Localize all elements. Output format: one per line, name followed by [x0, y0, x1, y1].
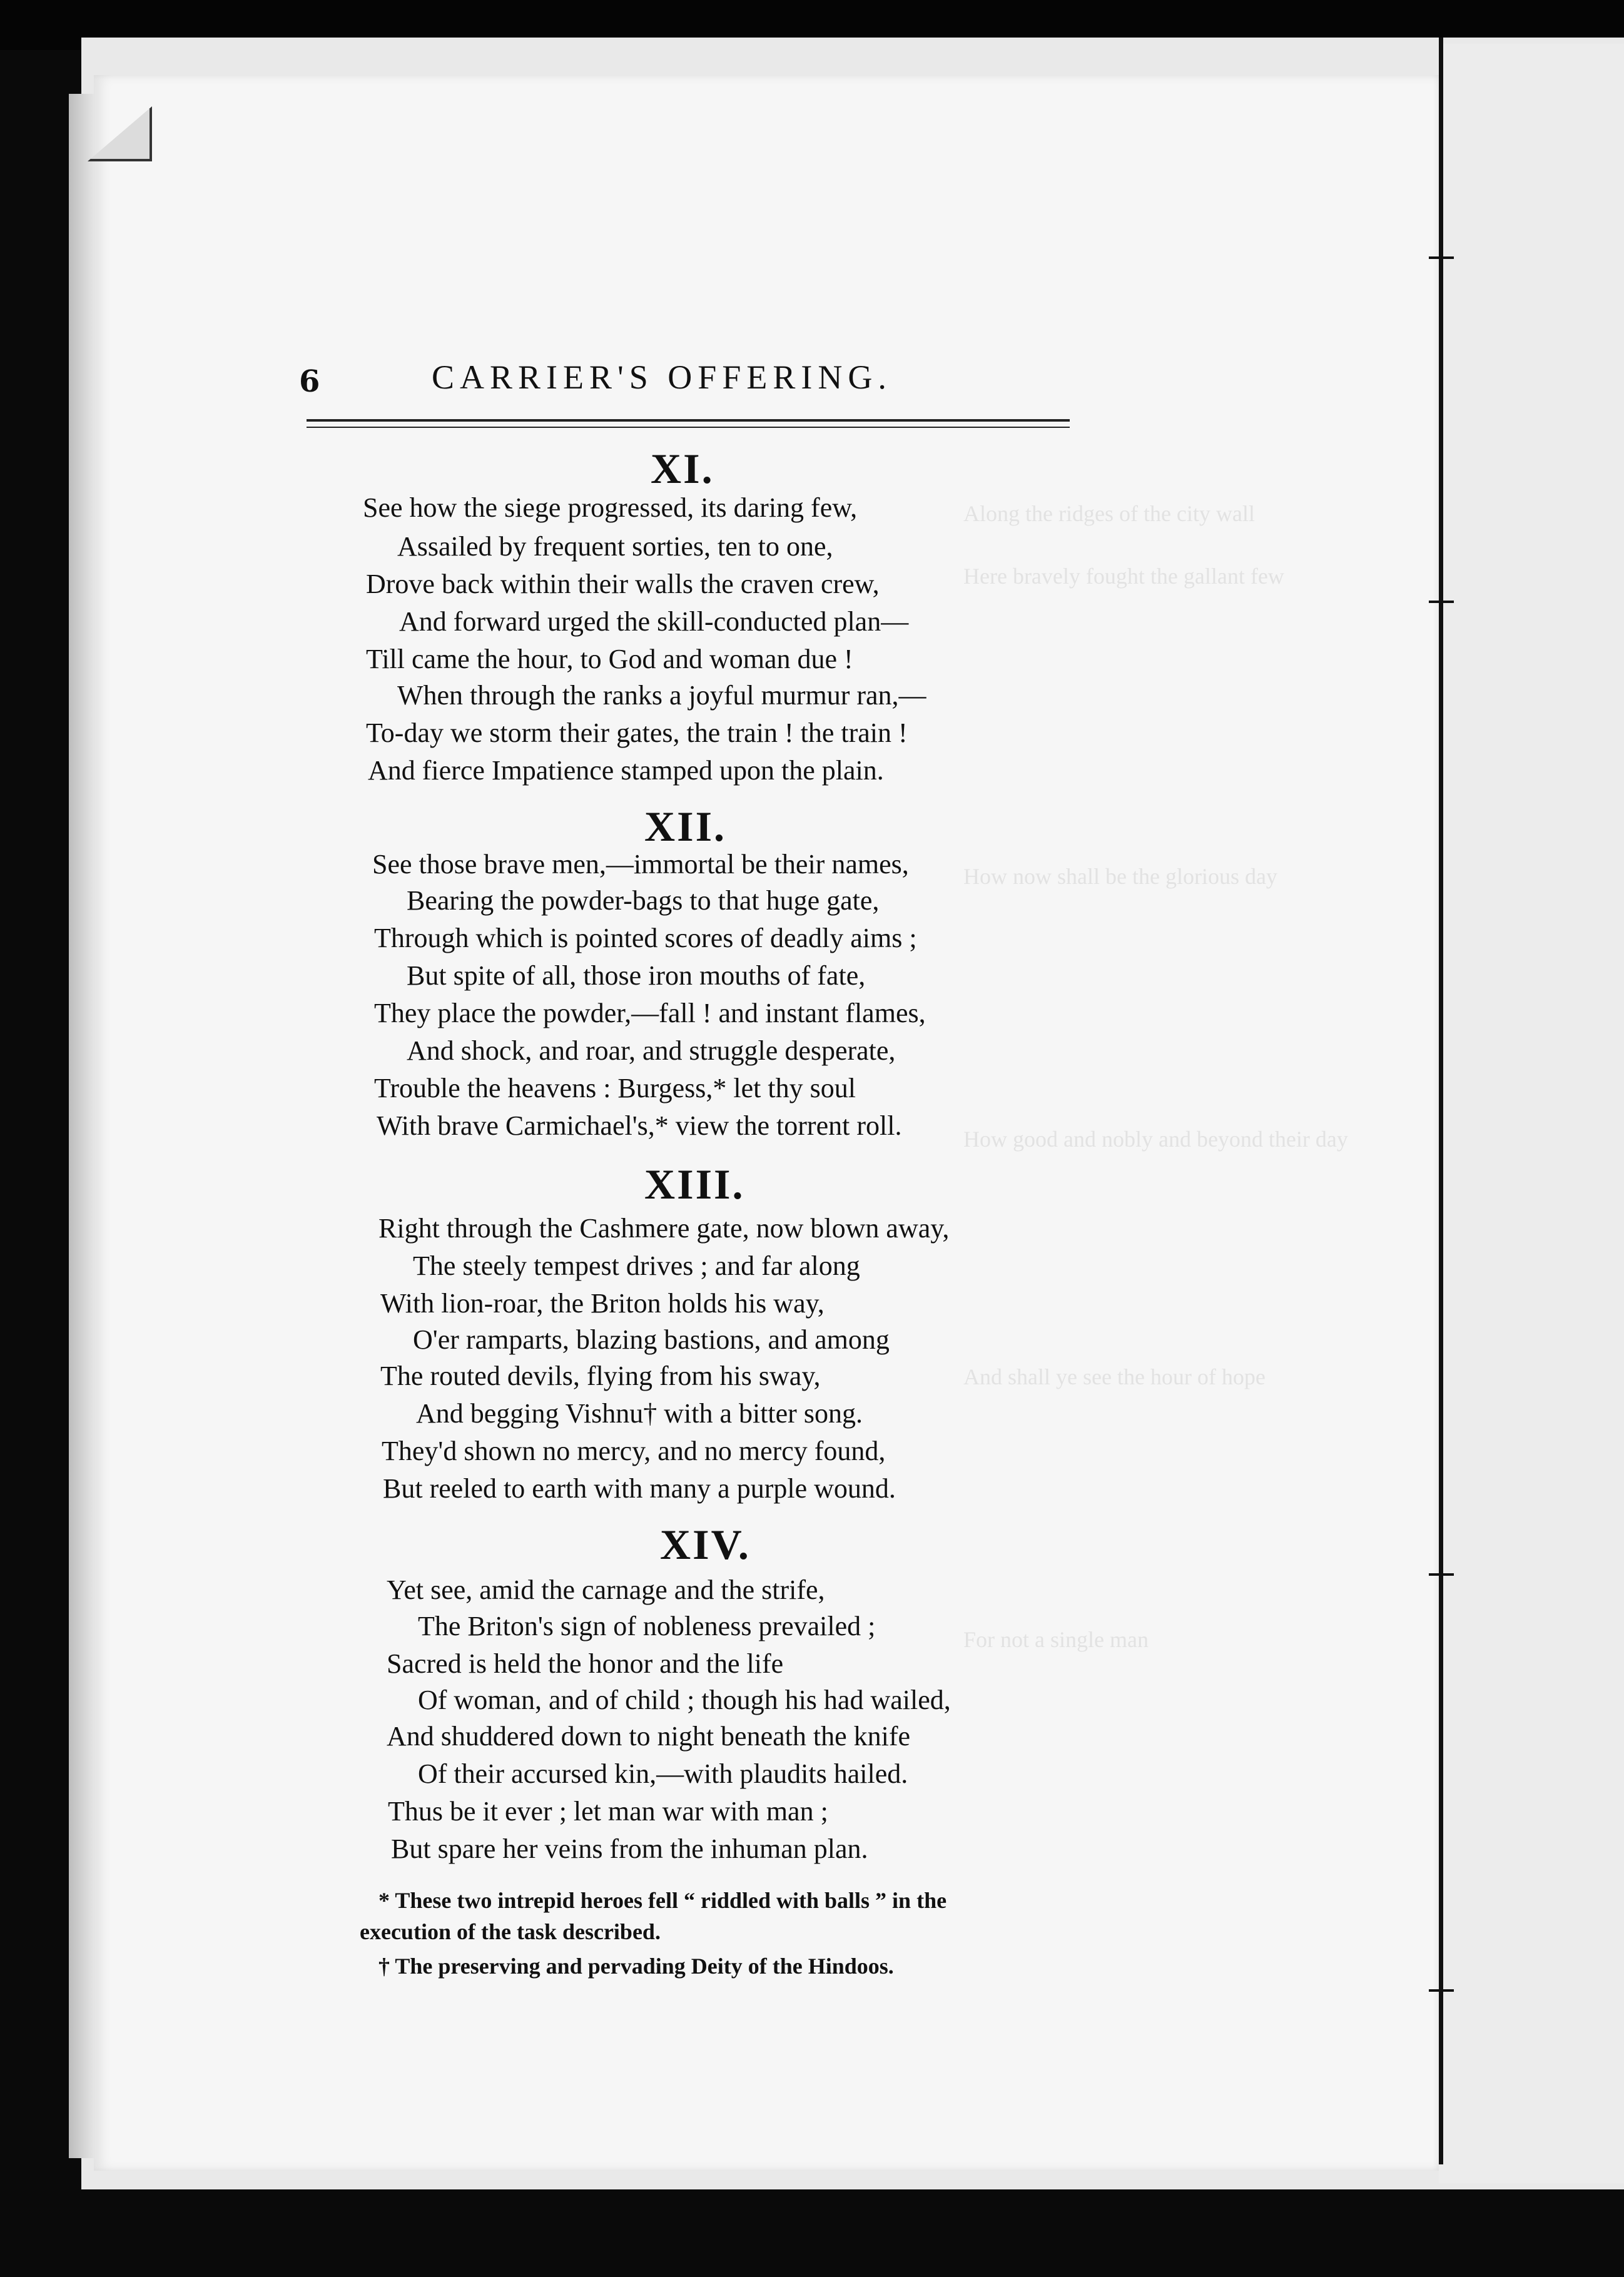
page-number: 6 — [299, 364, 320, 399]
verse-line: The routed devils, flying from his sway, — [380, 1361, 821, 1391]
verse-line: The Briton's sign of nobleness prevailed ; — [418, 1611, 876, 1641]
verse-line: Bearing the powder-bags to that huge gate, — [407, 885, 880, 916]
binding-stitch — [1429, 601, 1454, 603]
verse-line: And forward urged the skill-conducted plan— — [399, 606, 909, 637]
verse-line: And shock, and roar, and struggle desperate, — [407, 1035, 896, 1066]
header-rule-thin — [307, 427, 1070, 428]
verse-line: And fierce Impatience stamped upon the plain. — [368, 755, 884, 786]
verse-line: The steely tempest drives ; and far along — [413, 1250, 860, 1281]
verse-line: And shuddered down to night beneath the knife — [387, 1721, 911, 1752]
stanza-numeral: XIII. — [644, 1160, 745, 1208]
verse-line: With lion-roar, the Briton holds his way, — [380, 1288, 825, 1319]
verse-line: Trouble the heavens : Burgess,* let thy soul — [374, 1073, 856, 1103]
verse-line: Till came the hour, to God and woman due ! — [366, 644, 853, 674]
binding-stitch — [1429, 1989, 1454, 1992]
verse-line: They'd shown no mercy, and no mercy found, — [382, 1436, 886, 1466]
verse-line: But reeled to earth with many a purple wound. — [383, 1473, 896, 1504]
verse-line: See how the siege progressed, its daring few, — [363, 492, 858, 523]
binding-stitch — [1429, 256, 1454, 259]
verse-line: With brave Carmichael's,* view the torrent roll. — [377, 1110, 902, 1141]
verse-line: See those brave men,—immortal be their names, — [372, 849, 909, 880]
verse-line: Of their accursed kin,—with plaudits hailed. — [418, 1758, 908, 1789]
facing-page — [1439, 44, 1624, 2183]
binding-stitch — [1429, 1573, 1454, 1576]
verse-line: Thus be it ever ; let man war with man ; — [388, 1796, 828, 1827]
verse-line: Assailed by frequent sorties, ten to one, — [397, 531, 833, 562]
verse-line: And begging Vishnu† with a bitter song. — [416, 1398, 863, 1429]
verse-line: To-day we storm their gates, the train ! the train ! — [366, 718, 908, 748]
footnote: † The preserving and pervading Deity of the Hindoos. — [378, 1954, 894, 1979]
stanza-numeral: XII. — [644, 803, 727, 850]
running-title: CARRIER'S OFFERING. — [432, 358, 892, 396]
header-rule — [307, 419, 1070, 422]
stanza-numeral: XI. — [651, 445, 714, 492]
verse-line: Drove back within their walls the craven crew, — [366, 569, 880, 599]
verse-line: They place the powder,—fall ! and instant flames, — [374, 998, 926, 1028]
verse-line: Of woman, and of child ; though his had wailed, — [418, 1685, 951, 1715]
verse-line: But spare her veins from the inhuman plan. — [391, 1833, 868, 1864]
footnote: * These two intrepid heroes fell “ riddled with balls ” in the — [378, 1888, 947, 1913]
verse-line: When through the ranks a joyful murmur ran,— — [397, 680, 926, 711]
verse-line: O'er ramparts, blazing bastions, and among — [413, 1324, 890, 1355]
verse-line: Sacred is held the honor and the life — [387, 1648, 784, 1679]
verse-line: Yet see, amid the carnage and the strife, — [387, 1575, 825, 1605]
verse-line: Through which is pointed scores of deadly aims ; — [374, 923, 917, 953]
verse-line: But spite of all, those iron mouths of fate, — [407, 960, 866, 991]
stanza-numeral: XIV. — [660, 1521, 751, 1568]
verse-line: Right through the Cashmere gate, now blown away, — [378, 1213, 950, 1244]
footnote-continuation: execution of the task described. — [360, 1919, 661, 1944]
binding-gutter-line — [1439, 38, 1443, 2164]
page-edge-shadow — [69, 94, 94, 2158]
